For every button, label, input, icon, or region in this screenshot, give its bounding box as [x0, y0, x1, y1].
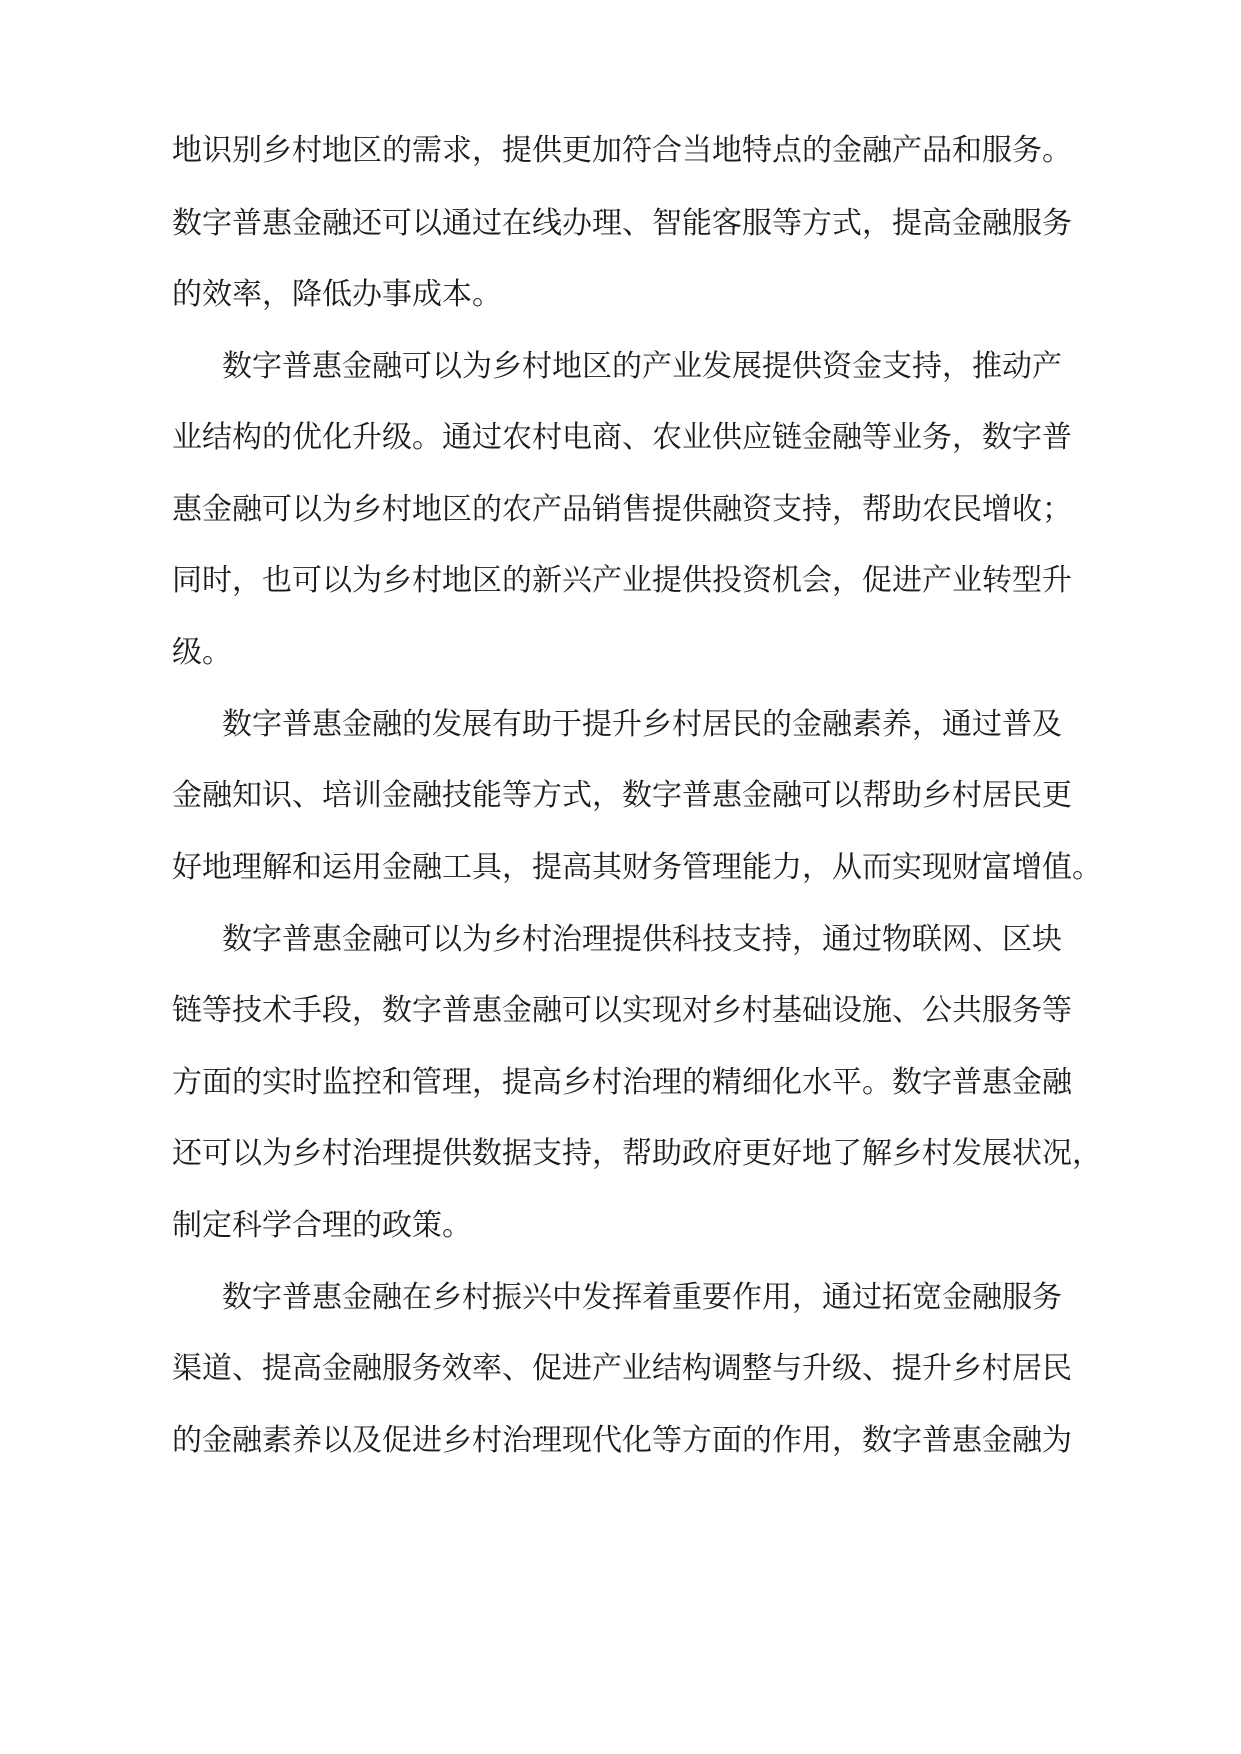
paragraph-4-line-4: 还可以为乡村治理提供数据支持，帮助政府更好地了解乡村发展状况，	[172, 1136, 1102, 1171]
paragraph-2-line-4: 同时，也可以为乡村地区的新兴产业提供投资机会，促进产业转型升	[172, 563, 1072, 598]
paragraph-2-line-3: 惠金融可以为乡村地区的农产品销售提供融资支持，帮助农民增收；	[172, 492, 1072, 527]
paragraph-5-line-3: 的金融素养以及促进乡村治理现代化等方面的作用，数字普惠金融为	[172, 1423, 1072, 1458]
paragraph-2-line-1: 数字普惠金融可以为乡村地区的产业发展提供资金支持，推动产	[222, 349, 1062, 384]
paragraph-5-line-1: 数字普惠金融在乡村振兴中发挥着重要作用，通过拓宽金融服务	[222, 1280, 1062, 1315]
paragraph-4-line-2: 链等技术手段，数字普惠金融可以实现对乡村基础设施、公共服务等	[172, 993, 1072, 1028]
paragraph-3-line-2: 金融知识、培训金融技能等方式，数字普惠金融可以帮助乡村居民更	[172, 778, 1072, 813]
paragraph-1-line-1: 地识别乡村地区的需求，提供更加符合当地特点的金融产品和服务。	[172, 133, 1072, 168]
paragraph-3-line-3: 好地理解和运用金融工具，提高其财务管理能力，从而实现财富增值。	[172, 850, 1102, 885]
paragraph-2-line-2: 业结构的优化升级。通过农村电商、农业供应链金融等业务，数字普	[172, 420, 1072, 455]
paragraph-4-line-3: 方面的实时监控和管理，提高乡村治理的精细化水平。数字普惠金融	[172, 1065, 1072, 1100]
paragraph-5-line-2: 渠道、提高金融服务效率、促进产业结构调整与升级、提升乡村居民	[172, 1351, 1072, 1386]
paragraph-1-line-2: 数字普惠金融还可以通过在线办理、智能客服等方式，提高金融服务	[172, 206, 1072, 241]
paragraph-1-line-3: 的效率，降低办事成本。	[172, 277, 502, 312]
paragraph-3-line-1: 数字普惠金融的发展有助于提升乡村居民的金融素养，通过普及	[222, 707, 1062, 742]
paragraph-4-line-5: 制定科学合理的政策。	[172, 1208, 472, 1243]
paragraph-4-line-1: 数字普惠金融可以为乡村治理提供科技支持，通过物联网、区块	[222, 922, 1062, 957]
paragraph-2-line-5: 级。	[172, 635, 232, 670]
